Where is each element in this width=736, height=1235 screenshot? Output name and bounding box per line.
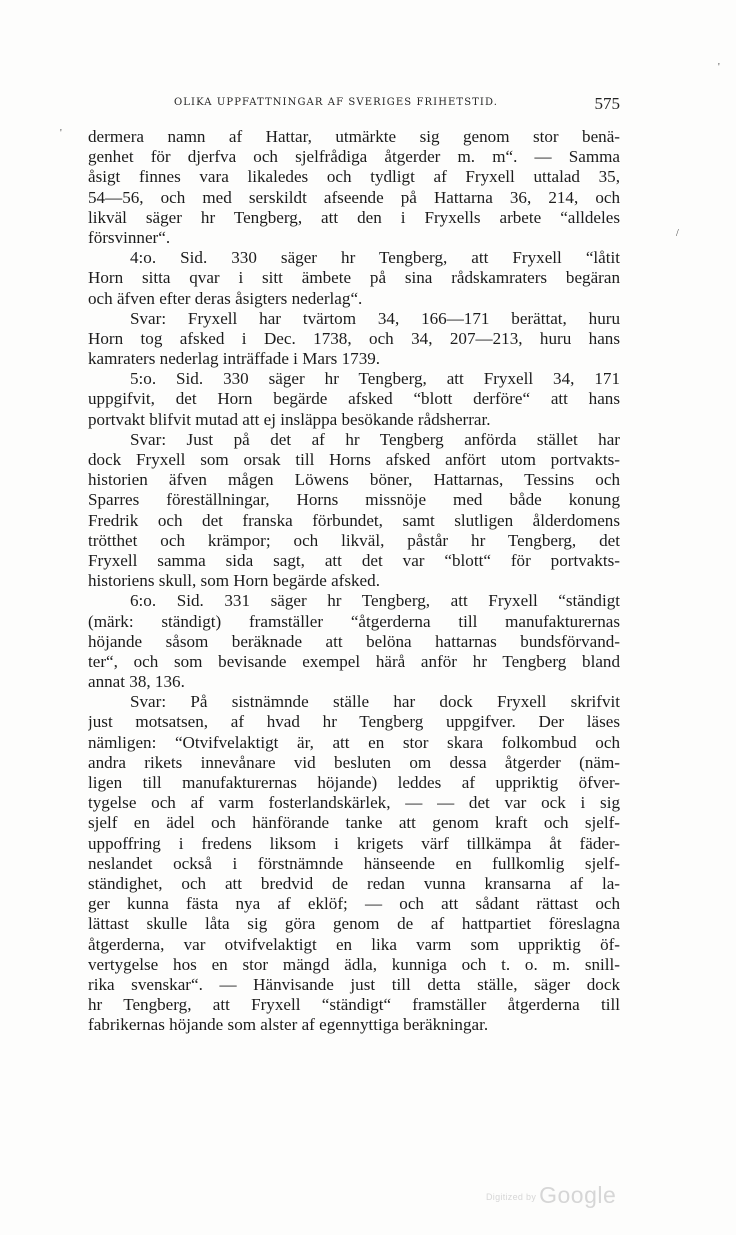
text-line: fabrikernas höjande som alster af egennyttiga beräkningar. xyxy=(88,1015,489,1035)
text-line: nämligen: “Otvifvelaktigt är, att en stor skara folkombud och xyxy=(88,732,620,752)
text-line: neslandet också i förstnämnde hänseende en fullkomlig sjelf- xyxy=(88,853,620,873)
text-line: annat 38, 136. xyxy=(88,672,185,692)
body-text xyxy=(88,127,620,1035)
text-line: 54—56, och med serskildt afseende på Hattarna 36, 214, och xyxy=(88,187,620,207)
text-line: rika svenskar“. — Hänvisande just till detta ställe, säger dock xyxy=(88,974,620,994)
running-title: OLIKA UPPFATTNINGAR AF SVERIGES FRIHETSTID. xyxy=(174,97,499,108)
text-line: Sparres föreställningar, Horns missnöje med både konung xyxy=(88,490,620,510)
text-line: höjande såsom beräknade att belöna hattarnas bundsförvand- xyxy=(88,631,620,651)
text-line: just motsatsen, af hvad hr Tengberg uppgifver. Der läses xyxy=(88,712,620,732)
text-line: genhet för djerfva och sjelfrådiga åtgerder m. m“. — Samma xyxy=(88,147,620,167)
text-line: Horn sitta qvar i sitt ämbete på sina rådskamraters begäran xyxy=(88,268,620,288)
text-line: 5:o. Sid. 330 säger hr Tengberg, att Fryxell 34, 171 xyxy=(130,369,620,389)
text-line: dermera namn af Hattar, utmärkte sig genom stor benä- xyxy=(88,127,620,146)
text-line: uppoffring i fredens liksom i krigets värf tillkämpa åt fäder- xyxy=(88,833,620,853)
text-line: ligen till manufakturernas höjande) leddes af uppriktig öfver- xyxy=(88,773,620,792)
text-line: Svar: Just på det af hr Tengberg anförda stället har xyxy=(130,429,620,449)
text-line: Fredrik och det franska förbundet, samt slutligen ålderdomens xyxy=(88,510,620,530)
text-line: Svar: Fryxell har tvärtom 34, 166—171 berättat, huru xyxy=(130,308,620,328)
text-line: historien äfven mågen Löwens böner, Hattarnas, Tessins och xyxy=(88,470,620,490)
watermark-small-text: Digitized by xyxy=(486,1191,537,1202)
text-line: sjelf en ädel och hänförande tanke att genom kraft och sjelf- xyxy=(88,813,620,833)
text-line: 6:o. Sid. 331 säger hr Tengberg, att Fryxell “ständigt xyxy=(130,591,620,611)
text-line: historiens skull, som Horn begärde afsked. xyxy=(88,571,380,591)
digitized-by-watermark xyxy=(486,1182,616,1209)
text-line: Svar: På sistnämnde ställe har dock Fryxell skrifvit xyxy=(130,692,620,712)
running-head xyxy=(88,94,620,115)
text-line: kamraters nederlag inträffade i Mars 1739. xyxy=(88,349,381,369)
page-number: 575 xyxy=(594,94,620,113)
text-line: ständighet, och att bredvid de redan vunna kransarna af la- xyxy=(88,873,620,893)
text-line: Horn tog afsked i Dec. 1738, och 34, 207—213, huru hans xyxy=(88,328,620,348)
text-line: tygelse och af varm fosterlandskärlek, — — det var ock i sig xyxy=(88,793,620,813)
text-line: trötthet och krämpor; och likväl, påstår hr Tengberg, det xyxy=(88,530,620,550)
text-line: åtgerderna, var otvifvelaktigt en lika varm som uppriktig öf- xyxy=(88,934,620,954)
margin-mark: ' xyxy=(60,128,62,139)
text-line: lättast skulle låta sig göra genom de af hattpartiet föreslagna xyxy=(88,914,620,934)
text-line: åsigt finnes vara likaledes och tydligt af Fryxell uttalad 35, xyxy=(88,167,620,187)
text-line: andra rikets innevånare vid besluten om dessa åtgerder (näm- xyxy=(88,752,620,772)
text-line: uppgifvit, det Horn begärde afsked “blott derföre“ att hans xyxy=(88,389,620,409)
text-line: 4:o. Sid. 330 säger hr Tengberg, att Fryxell “låtit xyxy=(130,248,620,268)
text-line: (märk: ständigt) framställer “åtgerderna till manufakturernas xyxy=(88,611,620,631)
text-line: hr Tengberg, att Fryxell “ständigt“ framställer åtgerderna till xyxy=(88,995,620,1015)
text-line: dock Fryxell som orsak till Horns afsked anfört utom portvakts- xyxy=(88,450,620,469)
margin-mark: / xyxy=(676,228,679,239)
text-line: och äfven efter deras åsigters nederlag“. xyxy=(88,288,363,308)
margin-mark: ' xyxy=(718,62,720,73)
text-line: ger kunna fästa nya af eklöf; — och att sådant rättast och xyxy=(88,894,620,914)
text-line: försvinner“. xyxy=(88,227,171,247)
watermark-logo-text: Google xyxy=(539,1182,617,1208)
text-line: portvakt blifvit mutad att ej insläppa besökande rådsherrar. xyxy=(88,409,491,429)
text-line: vertygelse hos en stor mängd ädla, kunniga och t. o. m. snill- xyxy=(88,954,620,974)
text-line: ter“, och som bevisande exempel härå anför hr Tengberg bland xyxy=(88,651,620,671)
text-line: likväl säger hr Tengberg, att den i Fryxells arbete “alldeles xyxy=(88,207,620,227)
text-line: Fryxell samma sida sagt, att det var “blott“ för portvakts- xyxy=(88,550,620,570)
